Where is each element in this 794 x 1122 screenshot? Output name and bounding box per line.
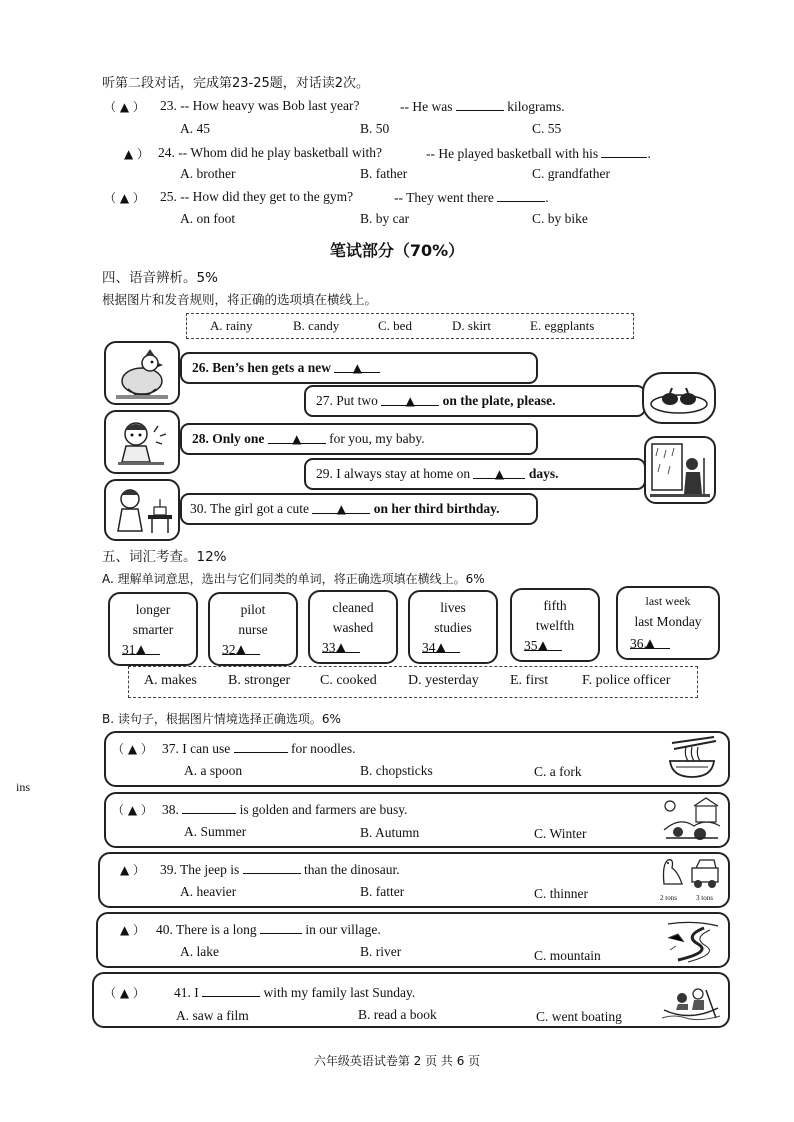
card-36-word2: last Monday [634, 614, 702, 629]
s4-option-e: E. eggplants [530, 318, 595, 333]
s4-option-c: C. bed [378, 318, 412, 333]
card-34-blank[interactable]: ▲ [422, 640, 460, 653]
q40-stem: 40. There is a long in our village. [156, 922, 381, 937]
q41-box [92, 972, 730, 1028]
q30-text: 30. The girl got a cute ▲ on her third birthday. [190, 501, 500, 516]
card-36-blank[interactable]: ▲ [630, 636, 670, 649]
card-31-blank[interactable]: ▲ [122, 642, 160, 655]
q39-option-b[interactable]: B. fatter [360, 884, 405, 899]
q26-box [180, 352, 538, 384]
q41-stem: 41. I with my family last Sunday. [174, 985, 416, 1000]
q24-paren[interactable]: ▲ ） [124, 147, 150, 161]
card-32-word2: nurse [238, 622, 268, 637]
word-card-34: lives studies 34. ▲ [408, 590, 498, 664]
q40-option-b[interactable]: B. river [360, 944, 402, 959]
listening-instruction: 听第二段对话，完成第23-25题，对话读2次。 [102, 76, 370, 91]
card-32-blank[interactable]: ▲ [222, 642, 260, 655]
q39-paren[interactable]: ▲ ） [120, 863, 146, 877]
word-card-35: fifth twelfth 35. ▲ [510, 588, 600, 662]
q24-option-a[interactable]: A. brother [180, 166, 236, 181]
q38-blank[interactable] [182, 801, 236, 814]
jeep-weight-label: 3 tons [696, 894, 713, 902]
q40-option-c[interactable]: C. mountain [534, 948, 601, 963]
q25-paren[interactable]: （ ▲ ） [104, 191, 145, 205]
q29-blank[interactable]: ▲ [473, 466, 525, 479]
q39-box [98, 852, 730, 908]
q37-box [104, 731, 730, 787]
card-31-word2: smarter [132, 622, 174, 637]
q37-option-a[interactable]: A. a spoon [184, 763, 243, 778]
section5-partA-instruction: A. 理解单词意思，选出与它们同类的单词，将正确选项填在横线上。6% [102, 572, 485, 586]
q39-option-a[interactable]: A. heavier [180, 884, 237, 899]
q25-option-b[interactable]: B. by car [360, 211, 410, 226]
q41-blank[interactable] [202, 984, 260, 997]
q23-option-b[interactable]: B. 50 [360, 121, 390, 136]
q41-option-c[interactable]: C. went boating [536, 1009, 622, 1024]
card-35-blank[interactable]: ▲ [524, 638, 562, 651]
card-34-word2: studies [434, 620, 472, 635]
word-card-31: longer smarter 31. ▲ [108, 592, 198, 666]
hen-image [104, 341, 180, 405]
q27-text: 27. Put two ▲ on the plate, please. [316, 393, 556, 408]
q25-option-a[interactable]: A. on foot [180, 211, 236, 226]
q29-box [304, 458, 646, 490]
q27-box [304, 385, 646, 417]
q40-blank[interactable] [260, 921, 302, 934]
q25-reply: -- They went there . [394, 190, 549, 205]
q40-paren[interactable]: ▲ ） [120, 923, 146, 937]
section4-title: 四、语音辨析。5% [102, 270, 218, 286]
q28-text: 28. Only one ▲ for you, my baby. [192, 431, 425, 446]
q38-option-c[interactable]: C. Winter [534, 826, 587, 841]
q37-blank[interactable] [234, 740, 288, 753]
section4-instruction: 根据图片和发音规则，将正确的选项填在横线上。 [102, 292, 378, 307]
q38-option-b[interactable]: B. Autumn [360, 825, 420, 840]
q37-stem: 37. I can use for noodles. [162, 741, 356, 756]
birthday-girl-image [104, 479, 180, 541]
pa-option-a: A. makes [144, 673, 197, 688]
q24-question: 24. -- Whom did he play basketball with? [158, 145, 382, 160]
pa-option-b: B. stronger [228, 673, 291, 688]
q23-option-a[interactable]: A. 45 [180, 121, 210, 136]
q39-stem: 39. The jeep is than the dinosaur. [160, 862, 400, 877]
noodles-bowl-image [662, 735, 722, 781]
q25-blank[interactable] [497, 189, 545, 202]
q30-blank[interactable]: ▲ [312, 501, 370, 514]
q26-text: 26. Ben’s hen gets a new ▲ [192, 360, 380, 376]
q39-option-c[interactable]: C. thinner [534, 886, 588, 901]
jeep-dinosaur-image [658, 854, 722, 904]
q23-question: 23. -- How heavy was Bob last year? [160, 98, 360, 113]
q27-blank[interactable]: ▲ [381, 393, 439, 406]
section5-partB-instruction: B. 读句子，根据图片情境选择正确选项。6% [102, 712, 341, 726]
q40-option-a[interactable]: A. lake [180, 944, 219, 959]
q25-option-c[interactable]: C. by bike [532, 211, 588, 226]
pa-option-f: F. police officer [582, 673, 671, 688]
word-card-33: cleaned washed 33. ▲ [308, 590, 398, 664]
s4-option-a: A. rainy [210, 318, 253, 333]
q29-text: 29. I always stay at home on ▲ days. [316, 466, 559, 481]
q37-option-c[interactable]: C. a fork [534, 764, 582, 779]
q38-box [104, 792, 730, 848]
pa-option-d: D. yesterday [408, 673, 479, 688]
q28-box [180, 423, 538, 455]
section5-title: 五、词汇考查。12% [102, 549, 227, 565]
q39-blank[interactable] [243, 861, 301, 874]
q24-reply: -- He played basketball with his . [426, 146, 651, 161]
harvest-image [660, 796, 722, 842]
q41-paren[interactable]: （ ▲ ） [104, 986, 145, 1000]
q28-blank[interactable]: ▲ [268, 431, 326, 444]
pa-option-e: E. first [510, 673, 549, 688]
q23-paren[interactable]: （ ▲ ） [104, 100, 145, 114]
baby-image [104, 410, 180, 474]
q24-option-c[interactable]: C. grandfather [532, 166, 610, 181]
written-section-title: 笔试部分（70%） [329, 241, 465, 260]
card-35-word1: fifth [543, 598, 567, 613]
q37-option-b[interactable]: B. chopsticks [360, 763, 433, 778]
card-35-word2: twelfth [535, 618, 575, 633]
q25-question: 25. -- How did they get to the gym? [160, 189, 354, 204]
card-33-word2: washed [332, 620, 374, 635]
q30-box [180, 493, 538, 525]
word-card-36: last week last Monday 36. ▲ [616, 586, 720, 660]
card-34-word1: lives [440, 600, 466, 615]
word-card-32: pilot nurse 32. ▲ [208, 592, 298, 666]
q40-box [96, 912, 730, 968]
margin-text: ins [16, 780, 31, 794]
q37-paren[interactable]: （ ▲ ） [112, 742, 153, 756]
dinosaur-weight-label: 2 tons [660, 894, 677, 902]
q41-option-a[interactable]: A. saw a film [176, 1008, 249, 1023]
card-32-word1: pilot [240, 602, 266, 617]
eggplants-image [642, 372, 716, 424]
q26-blank[interactable]: ▲ [334, 360, 380, 373]
card-33-blank[interactable]: ▲ [322, 640, 360, 653]
card-36-word1: last week [645, 594, 691, 608]
q38-option-a[interactable]: A. Summer [184, 824, 247, 839]
q23-blank[interactable] [456, 98, 504, 111]
q38-stem: 38. is golden and farmers are busy. [162, 802, 408, 817]
pa-option-c: C. cooked [320, 673, 377, 688]
q24-blank[interactable] [601, 145, 647, 158]
river-image [664, 918, 722, 964]
rainy-window-image [644, 436, 716, 504]
q23-option-c[interactable]: C. 55 [532, 121, 562, 136]
card-31-word1: longer [135, 602, 171, 617]
card-33-word1: cleaned [332, 600, 374, 615]
q24-option-b[interactable]: B. father [360, 166, 408, 181]
s4-option-b: B. candy [293, 318, 340, 333]
q23-reply: -- He was kilograms. [400, 99, 565, 114]
s4-option-d: D. skirt [452, 318, 491, 333]
boating-image [660, 978, 722, 1024]
q41-option-b[interactable]: B. read a book [358, 1007, 437, 1022]
page-footer: 六年级英语试卷第 2 页 共 6 页 [313, 1054, 481, 1068]
q38-paren[interactable]: （ ▲ ） [112, 803, 153, 817]
